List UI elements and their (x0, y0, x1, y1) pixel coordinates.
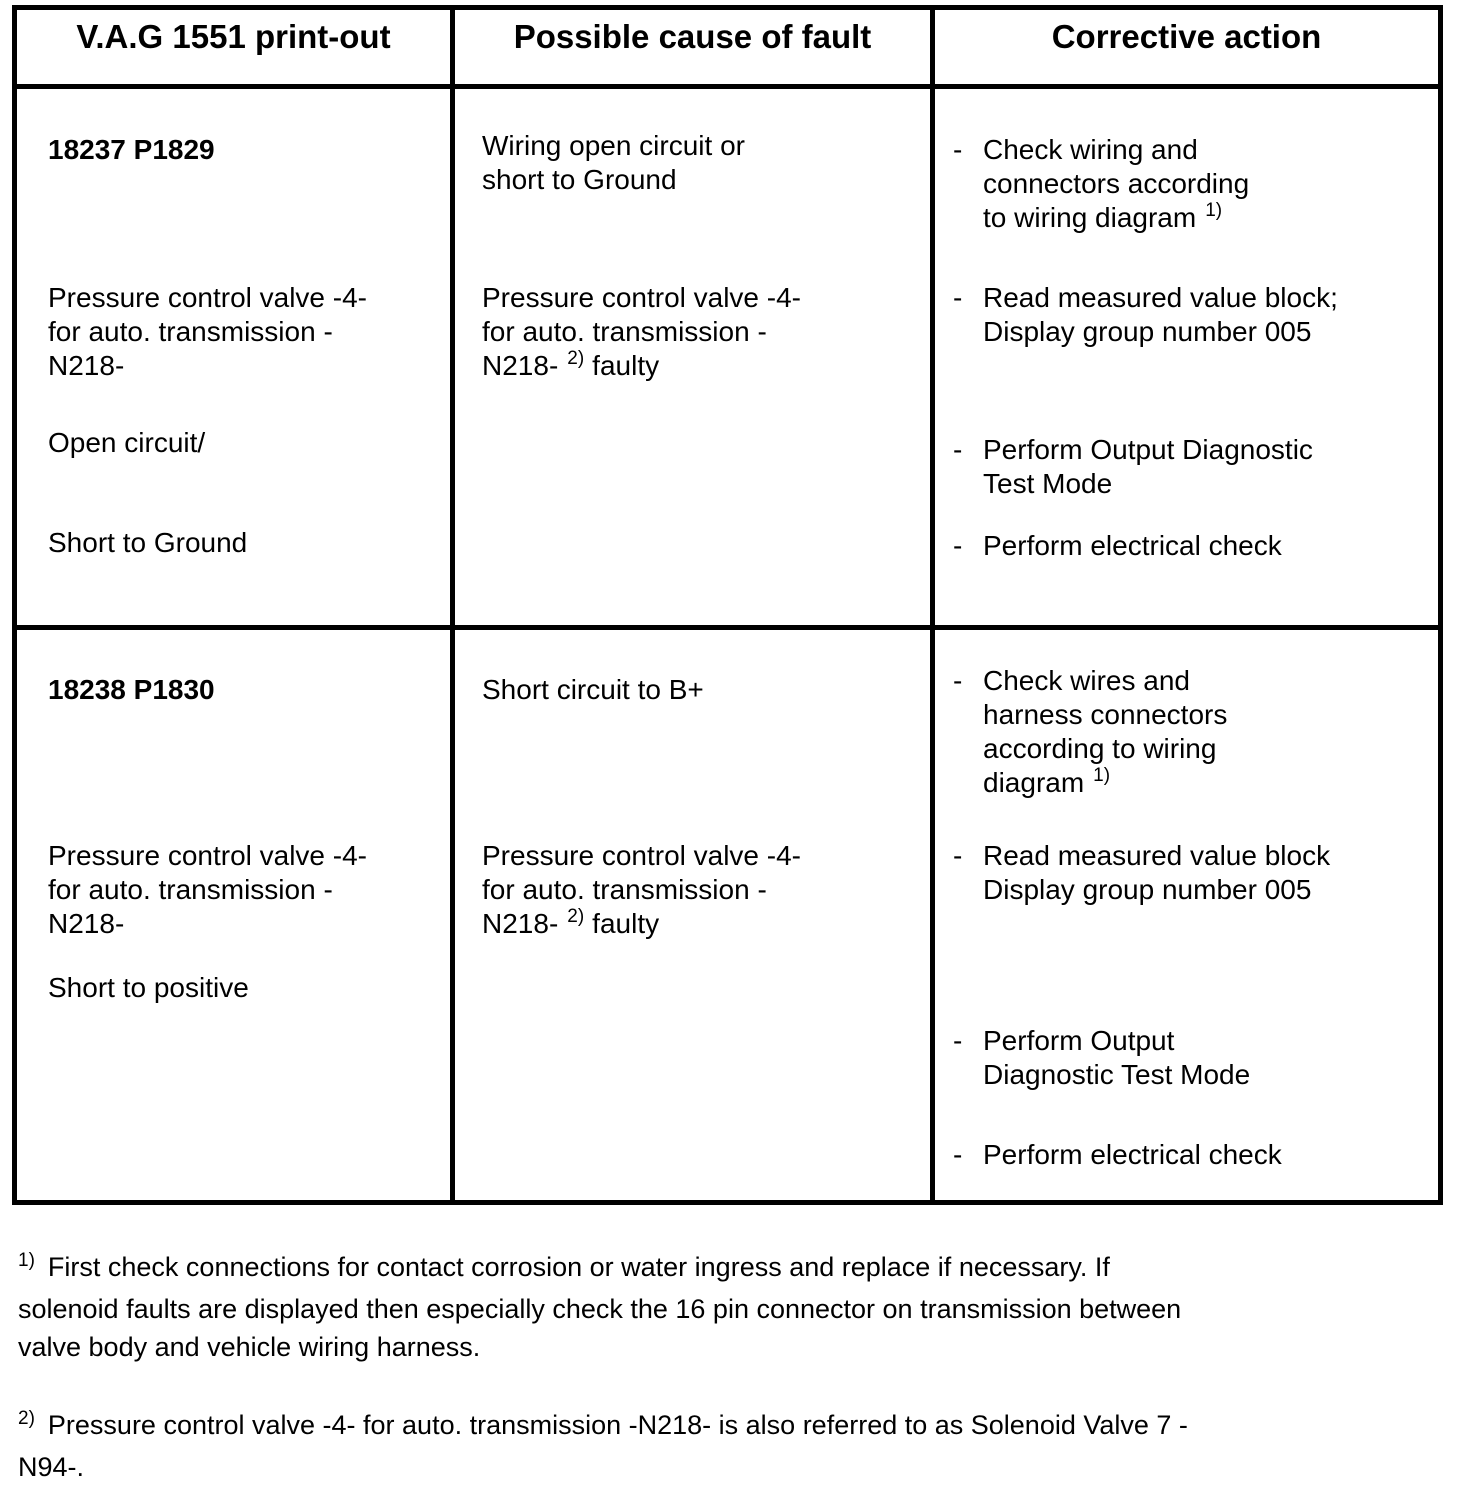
cause-component (482, 839, 801, 945)
action-line: Check wires and (983, 665, 1190, 696)
footnote-line (18, 1248, 1181, 1290)
fault-code-table (12, 5, 1443, 1205)
row1-cause-cell (455, 89, 935, 630)
fault-description: Short to positive (48, 972, 249, 1003)
action-line (983, 201, 1249, 239)
cause-component-line (482, 907, 801, 945)
fault-description: Open circuit/ (48, 427, 206, 458)
column-header-printout (17, 10, 455, 89)
action-line-text: to wiring diagram (983, 202, 1197, 233)
row2-printout-cell (17, 630, 455, 1200)
column-header-cause (455, 10, 935, 89)
row2-cause-cell (455, 630, 935, 1200)
cause-component (482, 281, 801, 387)
bullet-dash: - (953, 134, 963, 165)
bullet-dash: - (953, 665, 963, 696)
action-line: Display group number 005 (983, 316, 1312, 347)
row1-printout-cell (17, 89, 455, 630)
action-item (953, 529, 1282, 563)
action-text (983, 529, 1282, 563)
footnote-line: valve body and vehicle wiring harness. (18, 1332, 481, 1362)
action-line: Check wiring and (983, 134, 1198, 165)
action-text (983, 664, 1227, 804)
fault-code: 18237 P1829 (48, 134, 215, 165)
action-item (953, 1024, 1250, 1092)
column-header-action-label: Corrective action (1051, 18, 1322, 55)
action-text (983, 133, 1249, 239)
bullet-dash: - (953, 282, 963, 313)
component-line: for auto. transmission - (48, 874, 333, 905)
footnote-line: N94-. (18, 1452, 85, 1482)
action-line-text: diagram (983, 767, 1085, 798)
cause-line: Wiring open circuit or (482, 130, 745, 161)
cause-component-line: for auto. transmission - (482, 874, 767, 905)
cause-line: short to Ground (482, 164, 677, 195)
bullet-dash: - (953, 1025, 963, 1056)
component-name (48, 281, 367, 383)
component-faulty-label: faulty (592, 350, 660, 381)
action-line: connectors according (983, 168, 1250, 199)
component-line: for auto. transmission - (48, 316, 333, 347)
action-item (953, 839, 1330, 907)
footnote-1-marker: 1) (18, 1250, 35, 1271)
row2-action-cell (935, 630, 1438, 1200)
action-line: Perform electrical check (983, 530, 1282, 561)
action-item (953, 1138, 1282, 1172)
footnote-1-reference: 1) (1205, 200, 1223, 221)
cause-summary: Short circuit to B+ (482, 674, 704, 705)
footnote-line (18, 1406, 1188, 1448)
column-header-cause-label: Possible cause of fault (513, 18, 872, 55)
fault-description: Short to Ground (48, 527, 248, 558)
action-line: Perform Output (983, 1025, 1175, 1056)
component-line: Pressure control valve -4- (48, 840, 368, 871)
footnote-text: Pressure control valve -4- for auto. transmission -N218- is also referred to as Solenoid Valve 7 - (47, 1410, 1188, 1440)
bullet-dash: - (953, 434, 963, 465)
footnote-2-reference: 2) (567, 906, 585, 927)
footnote-line: solenoid faults are displayed then especially check the 16 pin connector on transmission between (18, 1294, 1182, 1324)
action-line: Perform Output Diagnostic (983, 434, 1313, 465)
action-line (983, 766, 1227, 804)
action-text (983, 1138, 1282, 1172)
component-line: Pressure control valve -4- (48, 282, 368, 313)
fault-code: 18238 P1830 (48, 674, 215, 705)
action-text (983, 281, 1338, 349)
action-item (953, 133, 1249, 239)
bullet-dash: - (953, 840, 963, 871)
column-header-printout-label: V.A.G 1551 print-out (76, 18, 391, 55)
cause-component-line: for auto. transmission - (482, 316, 767, 347)
component-name (48, 839, 367, 941)
cause-component-line: Pressure control valve -4- (482, 282, 802, 313)
action-line: according to wiring (983, 733, 1217, 764)
action-line: Diagnostic Test Mode (983, 1059, 1251, 1090)
component-line: N218- (48, 908, 125, 939)
action-item (953, 281, 1338, 349)
action-line: harness connectors (983, 699, 1228, 730)
action-line: Perform electrical check (983, 1139, 1282, 1170)
cause-summary (482, 129, 745, 197)
action-line: Display group number 005 (983, 874, 1312, 905)
action-text (983, 1024, 1250, 1092)
footnote-1-reference: 1) (1093, 765, 1111, 786)
action-item (953, 433, 1313, 501)
footnote-2-marker: 2) (18, 1408, 35, 1429)
action-text (983, 433, 1313, 501)
action-line: Read measured value block; (983, 282, 1338, 313)
action-line: Test Mode (983, 468, 1113, 499)
cause-component-line: Pressure control valve -4- (482, 840, 802, 871)
component-line: N218- (48, 350, 125, 381)
column-header-action (935, 10, 1438, 89)
bullet-dash: - (953, 530, 963, 561)
footnote-2 (18, 1406, 1188, 1486)
footnote-text: First check connections for contact corrosion or water ingress and replace if necessary. If (47, 1252, 1110, 1282)
component-code: N218- (482, 908, 559, 939)
row1-action-cell (935, 89, 1438, 630)
component-faulty-label: faulty (592, 908, 660, 939)
cause-component-line (482, 349, 801, 387)
footnote-1 (18, 1248, 1181, 1366)
action-item (953, 664, 1227, 804)
component-code: N218- (482, 350, 559, 381)
action-line: Read measured value block (983, 840, 1331, 871)
action-text (983, 839, 1330, 907)
footnote-2-reference: 2) (567, 348, 585, 369)
bullet-dash: - (953, 1139, 963, 1170)
